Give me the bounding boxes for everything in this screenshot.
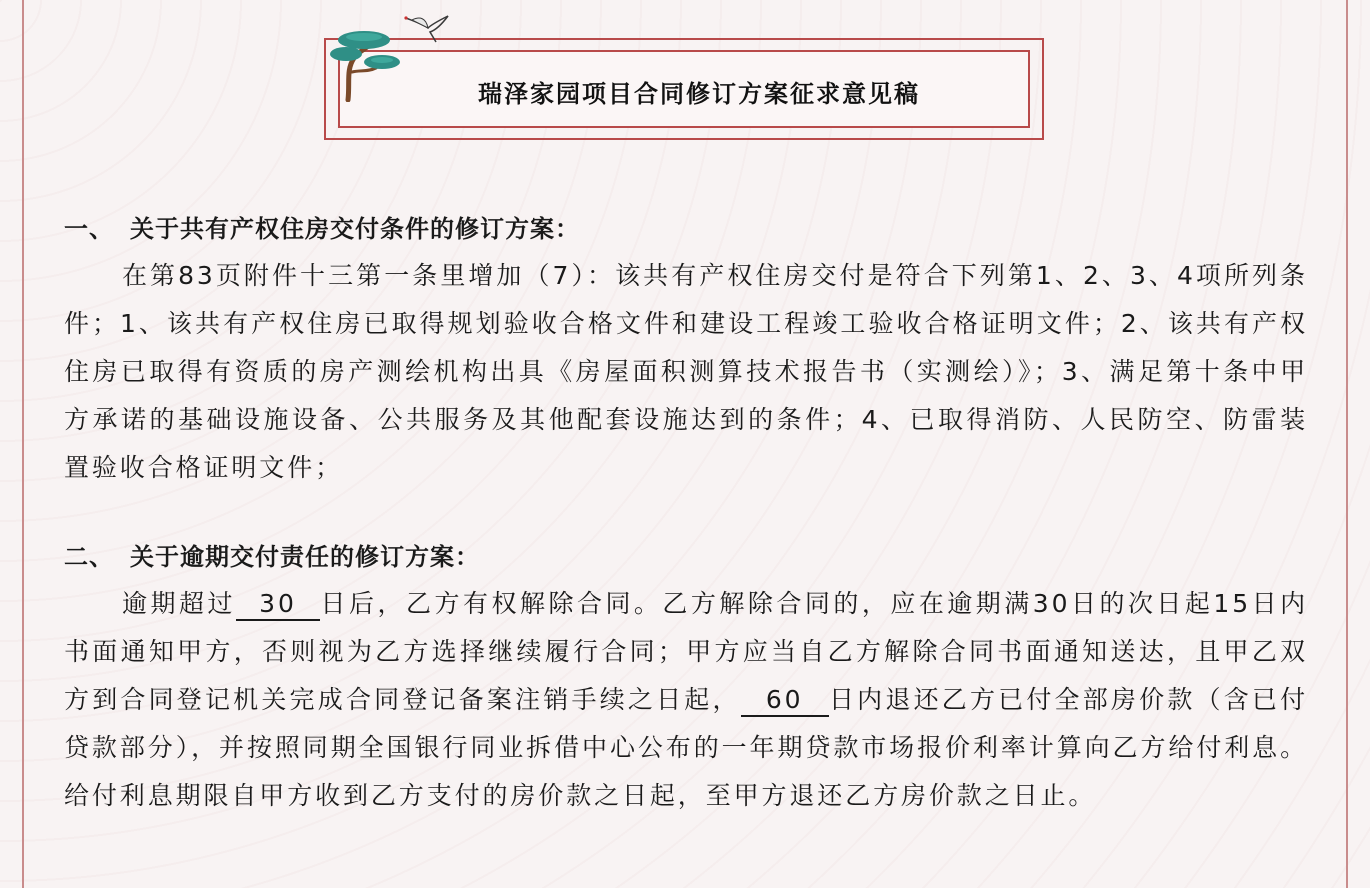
section-2-title: 关于逾期交付责任的修订方案： — [130, 543, 480, 571]
pine-tree-icon — [326, 22, 406, 102]
overdue-days-blank: 30 — [236, 589, 320, 621]
section-2-heading — [64, 534, 1308, 580]
section-2-number: 二、 — [64, 543, 114, 571]
crane-icon — [402, 10, 452, 46]
left-border-line — [22, 0, 24, 888]
section-1-body: 在第83页附件十三第一条里增加（7）：该共有产权住房交付是符合下列第1、2、3、4项所列条件；1、该共有产权住房已取得规划验收合格文件和建设工程竣工验收合格证明文件；2、该共有产权住房已取得有资质的房产测绘机构出具《房屋面积测算技术报告书（实测绘）》；3、满足第十条中甲方承诺的基础设施设备、公共服务及其他配套设施达到的条件；4、已取得消防、人民防空、防雷装置验收合格证明文件； — [64, 261, 1308, 482]
right-border-line — [1346, 0, 1348, 888]
section-2-text-c: 日内退还乙方已付全部房价款（含已付贷款部分），并按照同期全国银行同业拆借中心公布的一年期贷款市场报价利率计算向乙方给付利息。给付利息期限自甲方收到乙方支付的房价款之日起，至甲方退还乙方房价款之日止。 — [64, 685, 1308, 810]
section-1-number: 一、 — [64, 215, 114, 243]
section-2-body — [64, 580, 1308, 820]
title-frame — [324, 38, 1044, 140]
section-1-heading — [64, 206, 1308, 252]
refund-days-blank: 60 — [741, 685, 829, 717]
section-2-text-a: 逾期超过 — [122, 589, 236, 618]
section-2-text-b: 日后，乙方有权解除合同。乙方解除合同的，应在逾期满30日的次日起15日内书面通知甲方，否则视为乙方选择继续履行合同；甲方应当自乙方解除合同书面通知送达，且甲乙双方到合同登记机关完成合同登记备案注销手续之日起， — [64, 589, 1309, 714]
document-content — [64, 206, 1308, 820]
page-title: 瑞泽家园项目合同修订方案征求意见稿 — [478, 80, 920, 108]
section-1-title: 关于共有产权住房交付条件的修订方案： — [130, 215, 580, 243]
